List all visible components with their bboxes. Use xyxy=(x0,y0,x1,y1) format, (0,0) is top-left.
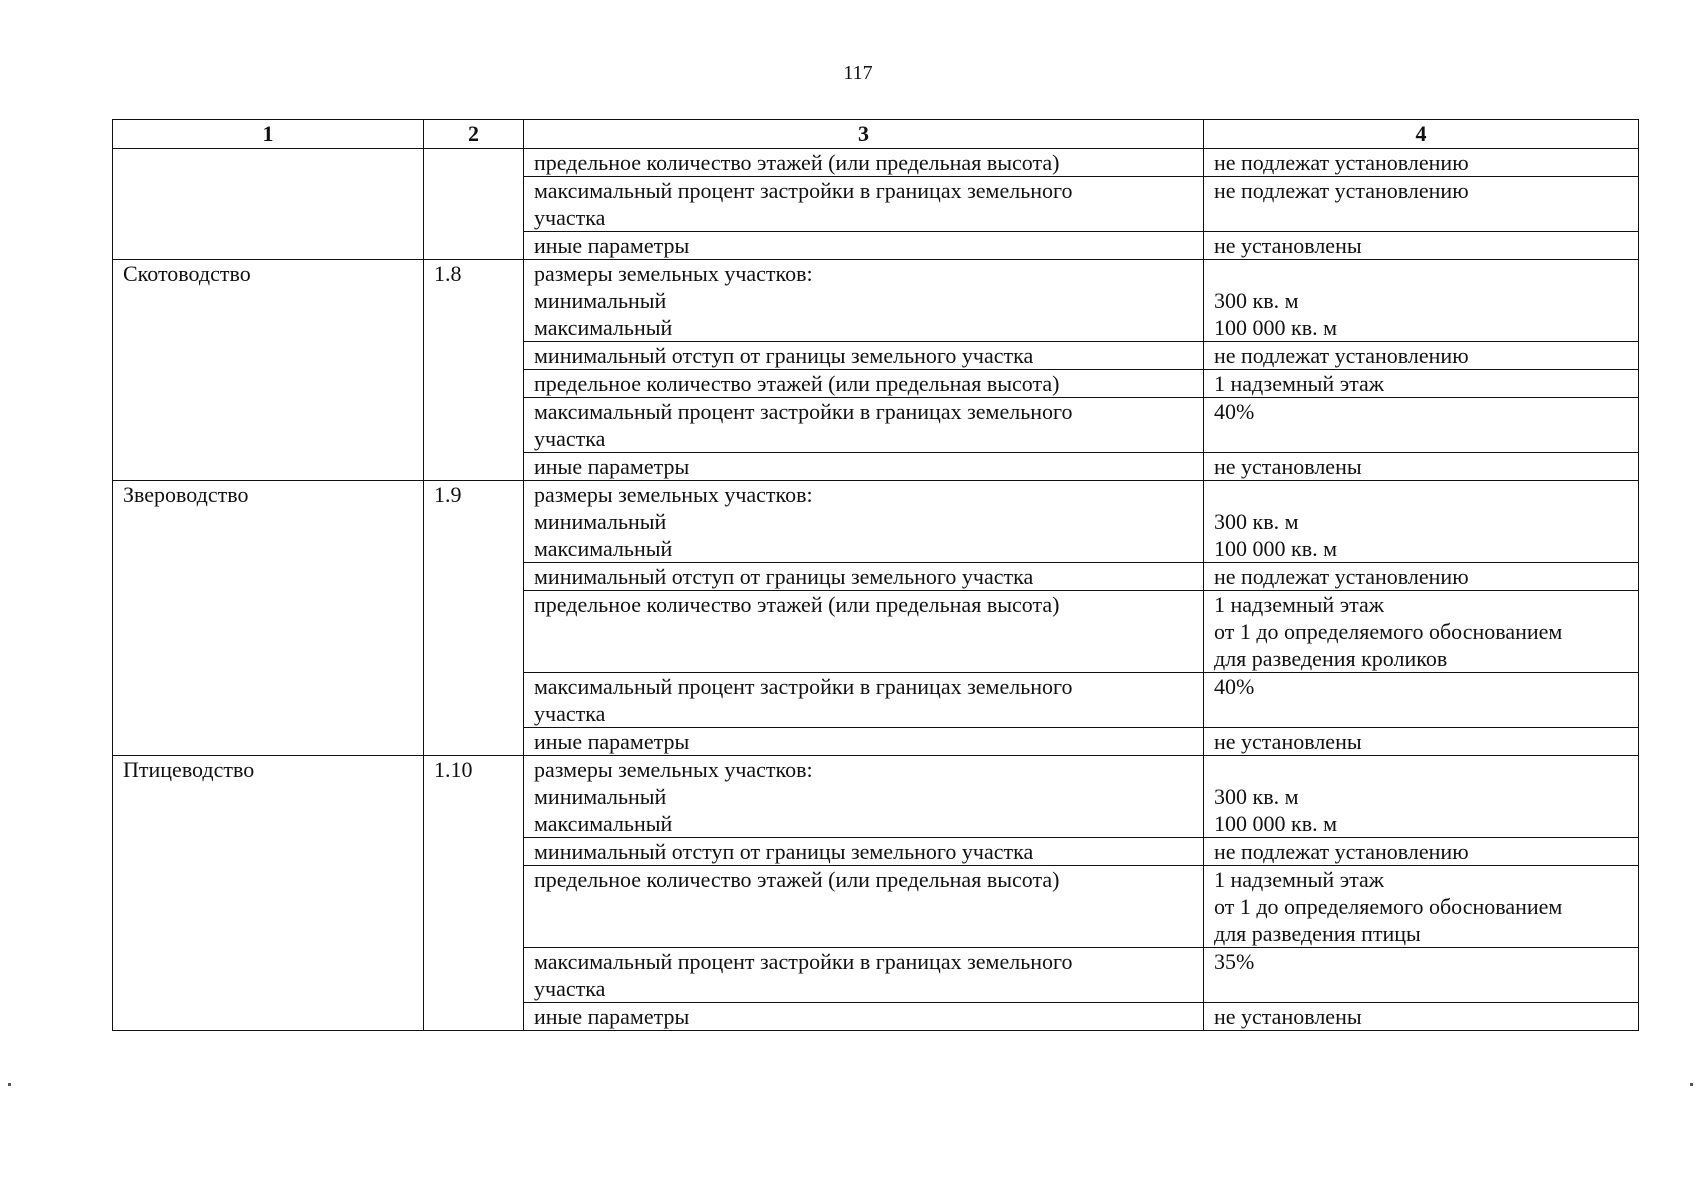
regulations-table xyxy=(112,119,1639,1031)
parameter-cell xyxy=(524,370,1204,398)
activity-code: 1.9 xyxy=(424,481,524,756)
parameter-cell-line: минимальный xyxy=(534,784,667,809)
activity-code: 1.8 xyxy=(424,260,524,481)
parameter-cell-line: иные параметры xyxy=(534,454,690,479)
parameter-cell-line: максимальный xyxy=(534,536,673,561)
parameter-cell xyxy=(524,453,1204,481)
value-cell xyxy=(1204,1003,1639,1031)
parameter-cell-line: предельное количество этажей (или предельная высота) xyxy=(534,592,1060,617)
value-cell-line: для разведения кроликов xyxy=(1214,646,1448,671)
parameter-cell-line: максимальный процент застройки в границах земельного xyxy=(534,674,1073,699)
value-cell xyxy=(1204,260,1639,342)
parameter-cell-line: участка xyxy=(534,426,606,451)
scan-mark xyxy=(1690,1083,1693,1086)
value-cell-line: для разведения птицы xyxy=(1214,921,1421,946)
value-cell-line: 300 кв. м xyxy=(1214,784,1299,809)
value-cell-line: не подлежат установлению xyxy=(1214,150,1469,175)
parameter-cell-line: минимальный xyxy=(534,288,667,313)
parameter-cell-line: максимальный xyxy=(534,315,673,340)
value-cell xyxy=(1204,398,1639,453)
value-cell-line: 35% xyxy=(1214,949,1255,974)
activity-code: 1.10 xyxy=(424,756,524,1031)
parameter-cell-line: предельное количество этажей (или предельная высота) xyxy=(534,371,1060,396)
parameter-cell xyxy=(524,149,1204,177)
parameter-cell-line: предельное количество этажей (или предельная высота) xyxy=(534,150,1060,175)
value-cell-line: не подлежат установлению xyxy=(1214,839,1469,864)
parameter-cell-line: минимальный отступ от границы земельного участка xyxy=(534,839,1034,864)
value-cell-line: от 1 до определяемого обоснованием xyxy=(1214,894,1563,919)
value-cell-line: не установлены xyxy=(1214,729,1362,754)
parameter-cell-line: предельное количество этажей (или предельная высота) xyxy=(534,867,1060,892)
parameter-cell xyxy=(524,948,1204,1003)
parameter-cell-line: иные параметры xyxy=(534,729,690,754)
value-cell xyxy=(1204,728,1639,756)
value-cell-line: не подлежат установлению xyxy=(1214,564,1469,589)
activity-name: Звероводство xyxy=(113,481,424,756)
parameter-cell xyxy=(524,866,1204,948)
parameter-cell xyxy=(524,1003,1204,1031)
column-header-3: 3 xyxy=(524,120,1204,149)
value-cell xyxy=(1204,591,1639,673)
value-cell-line: 1 надземный этаж xyxy=(1214,592,1384,617)
activity-cell-empty xyxy=(113,149,424,260)
parameter-cell-line: размеры земельных участков: xyxy=(534,757,813,782)
value-cell-line: не установлены xyxy=(1214,233,1362,258)
parameter-cell xyxy=(524,591,1204,673)
value-cell-line: 100 000 кв. м xyxy=(1214,536,1337,561)
parameter-cell-line: минимальный xyxy=(534,509,667,534)
value-cell xyxy=(1204,866,1639,948)
table-body xyxy=(113,149,1639,1031)
parameter-cell xyxy=(524,728,1204,756)
activity-name: Птицеводство xyxy=(113,756,424,1031)
table-row xyxy=(113,481,1639,563)
value-cell xyxy=(1204,177,1639,232)
parameter-cell-line: участка xyxy=(534,976,606,1001)
table-row xyxy=(113,149,1639,177)
column-header-1: 1 xyxy=(113,120,424,149)
value-cell xyxy=(1204,756,1639,838)
value-cell xyxy=(1204,370,1639,398)
value-cell xyxy=(1204,232,1639,260)
parameter-cell-line: размеры земельных участков: xyxy=(534,482,813,507)
scan-mark xyxy=(8,1083,11,1086)
value-cell-line: от 1 до определяемого обоснованием xyxy=(1214,619,1563,644)
parameter-cell-line: иные параметры xyxy=(534,233,690,258)
parameter-cell xyxy=(524,563,1204,591)
parameter-cell-line: минимальный отступ от границы земельного участка xyxy=(534,343,1034,368)
parameter-cell-line: максимальный процент застройки в границах земельного xyxy=(534,178,1073,203)
parameter-cell xyxy=(524,673,1204,728)
parameter-cell-line: максимальный процент застройки в границах земельного xyxy=(534,949,1073,974)
parameter-cell-line: иные параметры xyxy=(534,1004,690,1029)
activity-name: Скотоводство xyxy=(113,260,424,481)
page-number: 117 xyxy=(843,62,873,84)
value-cell-line: не установлены xyxy=(1214,1004,1362,1029)
value-cell-line: 40% xyxy=(1214,674,1255,699)
value-cell-line: 40% xyxy=(1214,399,1255,424)
value-cell xyxy=(1204,481,1639,563)
value-cell xyxy=(1204,342,1639,370)
value-cell-line: не установлены xyxy=(1214,454,1362,479)
column-header-4: 4 xyxy=(1204,120,1639,149)
parameter-cell xyxy=(524,838,1204,866)
parameter-cell xyxy=(524,232,1204,260)
parameter-cell-line: максимальный xyxy=(534,811,673,836)
value-cell-line: 100 000 кв. м xyxy=(1214,811,1337,836)
value-cell xyxy=(1204,563,1639,591)
table-row xyxy=(113,260,1639,342)
parameter-cell xyxy=(524,398,1204,453)
value-cell xyxy=(1204,673,1639,728)
parameter-cell xyxy=(524,342,1204,370)
header-row xyxy=(113,120,1639,149)
value-cell xyxy=(1204,453,1639,481)
parameter-cell-line: участка xyxy=(534,205,606,230)
parameter-cell-line: участка xyxy=(534,701,606,726)
value-cell-line: 100 000 кв. м xyxy=(1214,315,1337,340)
value-cell-line: 300 кв. м xyxy=(1214,288,1299,313)
value-cell-line: 300 кв. м xyxy=(1214,509,1299,534)
code-cell-empty xyxy=(424,149,524,260)
parameter-cell xyxy=(524,177,1204,232)
parameter-cell xyxy=(524,756,1204,838)
value-cell xyxy=(1204,948,1639,1003)
value-cell-line: не подлежат установлению xyxy=(1214,178,1469,203)
value-cell xyxy=(1204,838,1639,866)
parameter-cell-line: максимальный процент застройки в границах земельного xyxy=(534,399,1073,424)
parameter-cell-line: минимальный отступ от границы земельного участка xyxy=(534,564,1034,589)
parameter-cell xyxy=(524,481,1204,563)
value-cell xyxy=(1204,149,1639,177)
column-header-2: 2 xyxy=(424,120,524,149)
table-row xyxy=(113,756,1639,838)
parameter-cell xyxy=(524,260,1204,342)
value-cell-line: 1 надземный этаж xyxy=(1214,867,1384,892)
value-cell-line: не подлежат установлению xyxy=(1214,343,1469,368)
value-cell-line: 1 надземный этаж xyxy=(1214,371,1384,396)
parameter-cell-line: размеры земельных участков: xyxy=(534,261,813,286)
